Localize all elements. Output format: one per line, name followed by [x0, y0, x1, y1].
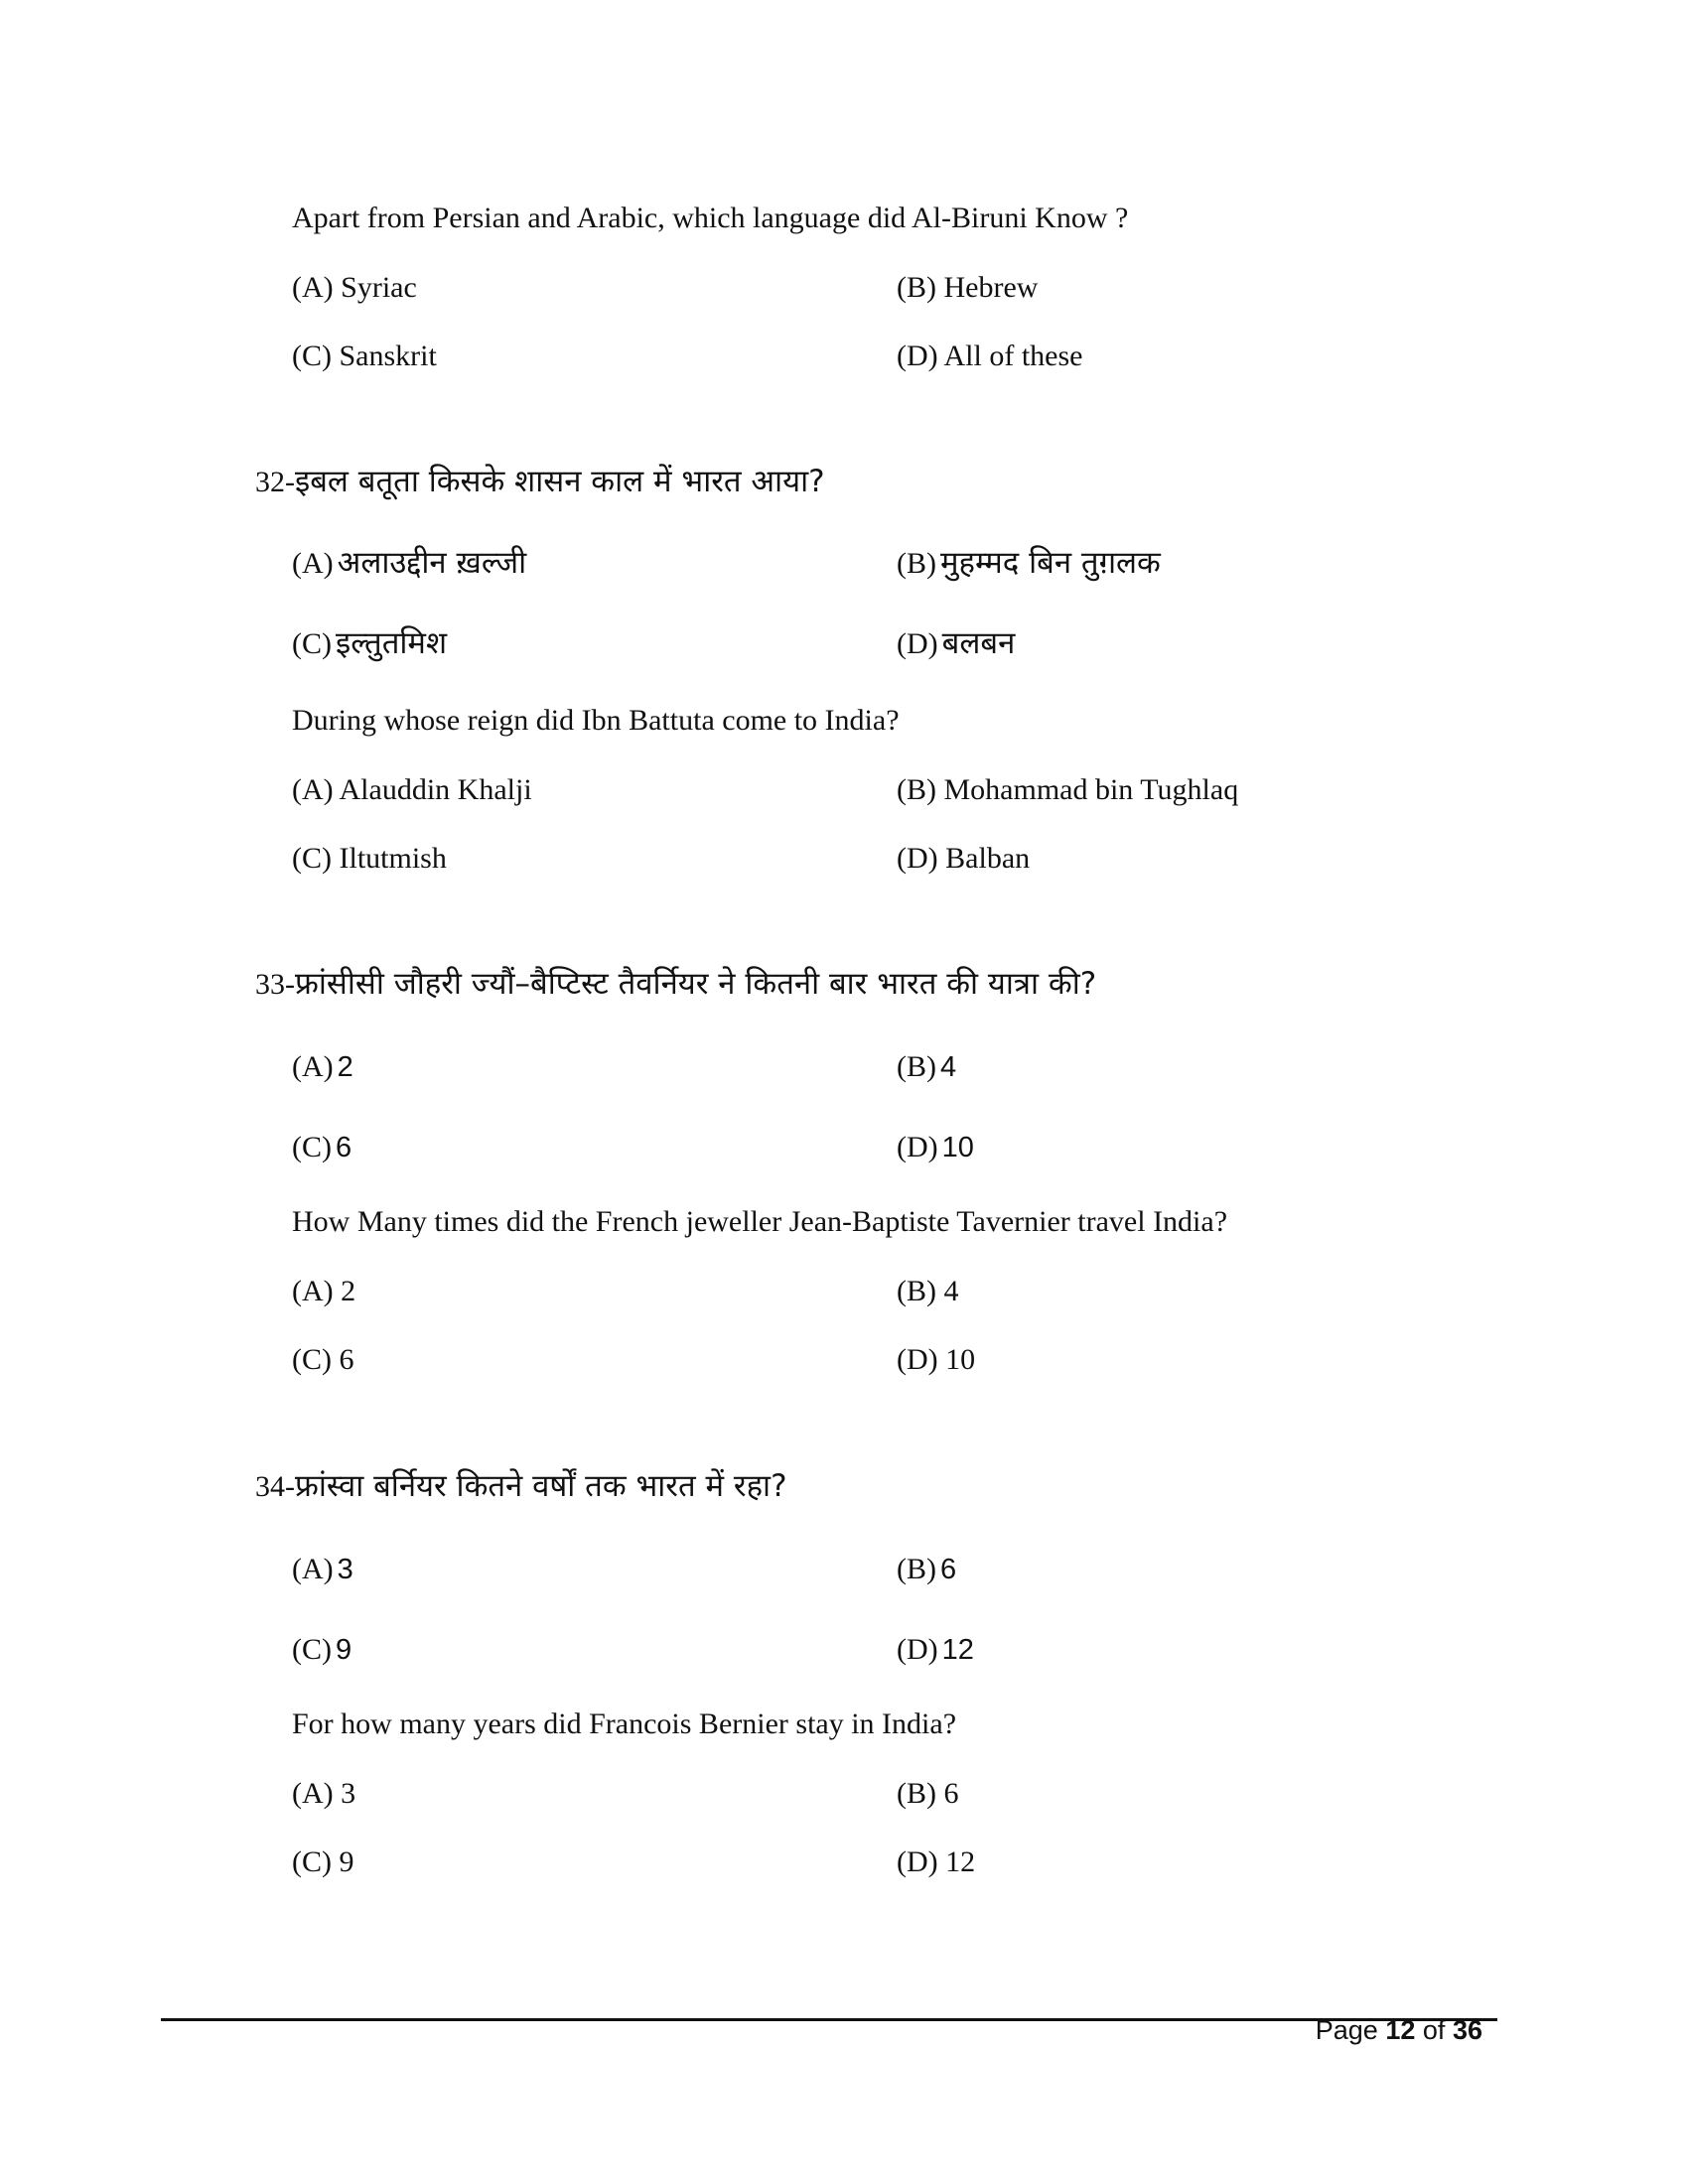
option-label: (B): [897, 1553, 936, 1585]
option-text: 6: [940, 1554, 957, 1585]
q32-en-option-b: [897, 773, 1238, 807]
q33-hi-option-d: [897, 1131, 974, 1164]
option-text: Mohammad bin Tughlaq: [943, 773, 1239, 806]
option-text: Alauddin Khalji: [339, 773, 532, 806]
q33-en-option-a: [292, 1275, 355, 1308]
q33-en-option-c: [292, 1343, 354, 1377]
option-text: 2: [337, 1051, 353, 1083]
of-word: of: [1422, 2015, 1446, 2045]
option-text: 2: [341, 1275, 356, 1307]
option-label: (A): [292, 1777, 334, 1810]
option-text: 4: [943, 1275, 959, 1307]
option-label: (D): [897, 1845, 938, 1878]
q34-en-option-c: [292, 1845, 354, 1879]
q31-en-option-a: [292, 271, 417, 305]
option-label: (C): [292, 340, 332, 372]
option-label: (A): [292, 547, 334, 580]
option-text: Syriac: [341, 271, 417, 304]
option-label: (D): [897, 1633, 938, 1666]
q33-hi-question: [255, 962, 1096, 1004]
option-text: 6: [943, 1777, 959, 1810]
option-label: (C): [292, 1131, 332, 1163]
option-label: (A): [292, 1275, 334, 1307]
option-text: मुहम्मद बिन तुग़लक: [940, 545, 1161, 581]
q32-en-option-c: [292, 842, 447, 876]
q34-en-option-a: [292, 1777, 355, 1811]
q34-en-question: For how many years did Francois Bernier stay in India?: [292, 1707, 957, 1740]
q31-en-option-b: [897, 271, 1038, 305]
q32-hi-option-c: [292, 621, 447, 663]
option-label: (D): [897, 340, 938, 372]
q33-hi-option-c: [292, 1131, 352, 1164]
option-label: (C): [292, 1845, 332, 1878]
q32-hi-option-a: [292, 541, 526, 583]
q34-hi-option-a: [292, 1553, 353, 1586]
q34-hi-option-d: [897, 1633, 974, 1667]
q34-hi-question: [255, 1464, 787, 1506]
footer-divider: [161, 2018, 1497, 2021]
q31-en-question: Apart from Persian and Arabic, which language did Al-Biruni Know ?: [292, 202, 1129, 234]
option-text: 10: [941, 1132, 974, 1163]
q33-en-question: How Many times did the French jeweller Jean-Baptiste Tavernier travel India?: [292, 1205, 1228, 1238]
option-label: (D): [897, 1343, 938, 1376]
option-label: (A): [292, 773, 334, 806]
q34-en-option-b: [897, 1777, 959, 1811]
question-number: 33-: [255, 968, 295, 1001]
q31-en-option-d: [897, 340, 1082, 373]
option-text: All of these: [943, 340, 1083, 372]
q34-hi-option-b: [897, 1553, 956, 1586]
q33-en-option-b: [897, 1275, 959, 1308]
q32-hi-question: [255, 460, 825, 501]
option-text: 12: [941, 1634, 974, 1666]
q33-hi-option-b: [897, 1050, 956, 1084]
option-label: (C): [292, 842, 332, 875]
q32-en-question: During whose reign did Ibn Battuta come to India?: [292, 704, 900, 737]
option-text: 6: [339, 1343, 354, 1376]
q33-hi-option-a: [292, 1050, 353, 1084]
q32-hi-option-d: [897, 621, 1015, 663]
q34-hi-option-c: [292, 1633, 352, 1667]
option-text: Sanskrit: [339, 340, 437, 372]
option-text: 4: [940, 1051, 957, 1083]
option-text: 9: [339, 1845, 354, 1878]
question-number: 32-: [255, 466, 295, 498]
option-text: Iltutmish: [339, 842, 447, 875]
option-label: (C): [292, 627, 332, 660]
option-label: (C): [292, 1633, 332, 1666]
question-text-hindi: फ्रांस्वा बर्नियर कितने वर्षों तक भारत में रहा?: [295, 1468, 787, 1504]
option-label: (D): [897, 1131, 938, 1163]
question-text-hindi: फ्रांसीसी जौहरी ज्यौं–बैप्टिस्ट तैवर्नियर ने कितनी बार भारत की यात्रा की?: [295, 966, 1097, 1002]
q31-en-option-c: [292, 340, 437, 373]
option-label: (B): [897, 773, 936, 806]
page-total: 36: [1452, 2015, 1482, 2045]
page-word: Page: [1315, 2015, 1378, 2045]
option-label: (B): [897, 1777, 936, 1810]
option-text: अलाउद्दीन ख़ल्जी: [337, 545, 527, 581]
option-text: बलबन: [941, 625, 1016, 661]
question-text-hindi: इबल बतूता किसके शासन काल में भारत आया?: [295, 464, 825, 499]
option-label: (B): [897, 271, 936, 304]
option-label: (A): [292, 1050, 334, 1083]
option-text: 10: [945, 1343, 976, 1376]
q34-en-option-d: [897, 1845, 975, 1879]
option-label: (A): [292, 271, 334, 304]
option-label: (B): [897, 1275, 936, 1307]
option-text: Balban: [945, 842, 1031, 875]
q32-en-option-a: [292, 773, 532, 807]
option-text: 3: [337, 1554, 353, 1585]
option-label: (B): [897, 547, 936, 580]
option-label: (D): [897, 842, 938, 875]
option-label: (C): [292, 1343, 332, 1376]
option-label: (B): [897, 1050, 936, 1083]
q33-en-option-d: [897, 1343, 975, 1377]
option-text: 6: [336, 1132, 352, 1163]
option-text: 3: [341, 1777, 356, 1810]
option-label: (A): [292, 1553, 334, 1585]
option-text: 9: [336, 1634, 352, 1666]
option-text: Hebrew: [943, 271, 1039, 304]
option-text: इल्तुतमिश: [336, 625, 448, 661]
option-text: 12: [945, 1845, 976, 1878]
page-current: 12: [1385, 2015, 1416, 2045]
question-number: 34-: [255, 1470, 295, 1503]
page-number: [1316, 2015, 1482, 2046]
q32-hi-option-b: [897, 541, 1161, 583]
option-label: (D): [897, 627, 938, 660]
q32-en-option-d: [897, 842, 1030, 876]
